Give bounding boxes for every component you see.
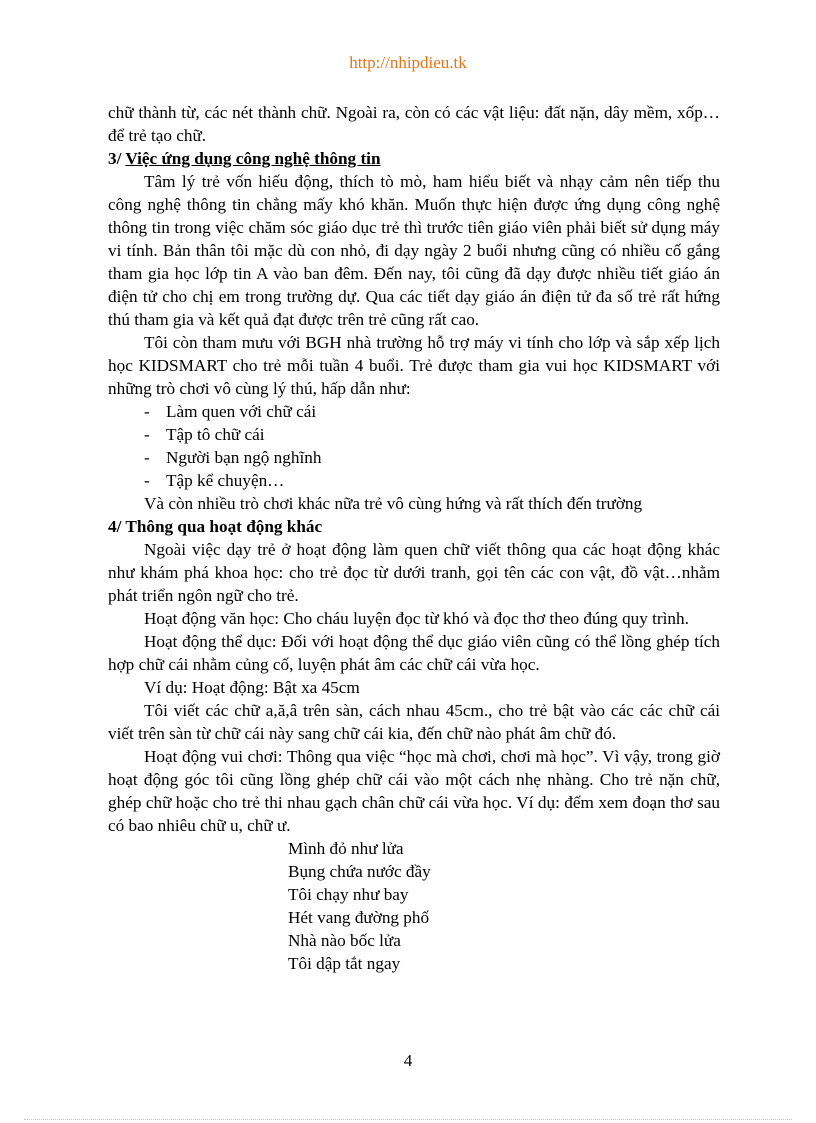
poem-line: Tôi chạy như bay [288,885,409,904]
poem-line: Nhà nào bốc lửa [288,931,401,950]
paragraph-literature: Hoạt động văn học: Cho cháu luyện đọc từ khó và đọc thơ theo đúng quy trình. [144,609,689,628]
list-item [144,446,720,469]
list-item-text: Người bạn ngộ nghĩnh [166,448,322,467]
list-item-text: Tập kể chuyện… [166,471,285,490]
list-item [144,400,720,423]
poem-line: Mình đỏ như lửa [288,839,404,858]
poem [288,837,720,975]
bullet-dash: - [144,402,150,421]
paragraph-physical: Hoạt động thể dục: Đối với hoạt động thể dục giáo viên cũng có thể lồng ghép tích hợp chữ cái nhằm củng cố, luyện phát âm các chữ cái vừa học. [108,632,720,674]
bullet-dash: - [144,448,150,467]
document-body [108,101,720,975]
footer-divider [24,1119,792,1120]
list-item [144,423,720,446]
paragraph-more-games: Và còn nhiều trò chơi khác nữa trẻ vô cùng hứng và rất thích đến trường [144,494,643,513]
list-item-text: Làm quen với chữ cái [166,402,317,421]
page-number: 4 [403,1051,413,1070]
list-item [144,469,720,492]
paragraph-kidsmart: Tôi còn tham mưu với BGH nhà trường hỗ trợ máy vi tính cho lớp và sắp xếp lịch học KIDSMART cho trẻ mỗi tuần 4 buổi. Trẻ được tham gia vui học KIDSMART với những trò chơi vô cùng lý thú, hấp dẫn như: [108,333,720,398]
paragraph-play: Hoạt động vui chơi: Thông qua việc “học mà chơi, chơi mà học”. Vì vậy, trong giờ hoạt động góc tôi cũng lồng ghép chữ cái vào một cách nhẹ nhàng. Cho trẻ nặn chữ, ghép chữ hoặc cho trẻ thi nhau gạch chân chữ cái vừa học. Ví dụ: đếm xem đoạn thơ sau có bao nhiêu chữ u, chữ ư. [108,747,720,835]
section-heading-3 [108,147,720,170]
bullet-dash: - [144,425,150,444]
paragraph-jump-letters: Tôi viết các chữ a,ă,â trên sàn, cách nhau 45cm., cho trẻ bật vào các các chữ cái viết trên sàn từ chữ cái này sang chữ cái kia, đến chữ nào phát âm chữ đó. [108,701,720,743]
poem-line: Bụng chứa nước đầy [288,862,431,881]
bullet-dash: - [144,471,150,490]
poem-line: Tôi dập tắt ngay [288,954,401,973]
paragraph-example: Ví dụ: Hoạt động: Bật xa 45cm [144,678,360,697]
paragraph-it-psychology: Tâm lý trẻ vốn hiếu động, thích tò mò, ham hiểu biết và nhạy cảm nên tiếp thu công nghệ thông tin chẳng mấy khó khăn. Muốn thực hiện được ứng dụng công nghệ thông tin trong việc chăm sóc giáo dục trẻ thì trước tiên giáo viên phải biết sử dụng máy vi tính. Bản thân tôi mặc dù con nhỏ, đi dạy ngày 2 buổi nhưng cũng có nhiều cố gắng tham gia học lớp tin A vào ban đêm. Đến nay, tôi cũng đã dạy được nhiều tiết giáo án điện tử cho chị em trong trường dự. Qua các tiết dạy giáo án điện tử đa số trẻ rất hứng thú tham gia và kết quả đạt được trên trẻ cũng rất cao. [108,172,720,329]
section-heading-3-title: Việc ứng dụng công nghệ thông tin [125,149,381,168]
list-item-text: Tập tô chữ cái [166,425,265,444]
section-heading-3-number: 3/ [108,149,122,168]
paragraph-other-activities: Ngoài việc dạy trẻ ở hoạt động làm quen chữ viết thông qua các hoạt động khác như khám phá khoa học: cho trẻ đọc từ dưới tranh, gọi tên các con vật, đồ vật…nhằm phát triển ngôn ngữ cho trẻ. [108,540,720,605]
poem-line: Hét vang đường phố [288,908,430,927]
header-url-link[interactable]: http://nhipdieu.tk [349,53,467,72]
section-heading-4: 4/ Thông qua hoạt động khác [108,517,323,536]
paragraph-continuation: chữ thành từ, các nét thành chữ. Ngoài ra, còn có các vật liệu: đất nặn, dây mềm, xốp…để trẻ tạo chữ. [108,103,720,145]
